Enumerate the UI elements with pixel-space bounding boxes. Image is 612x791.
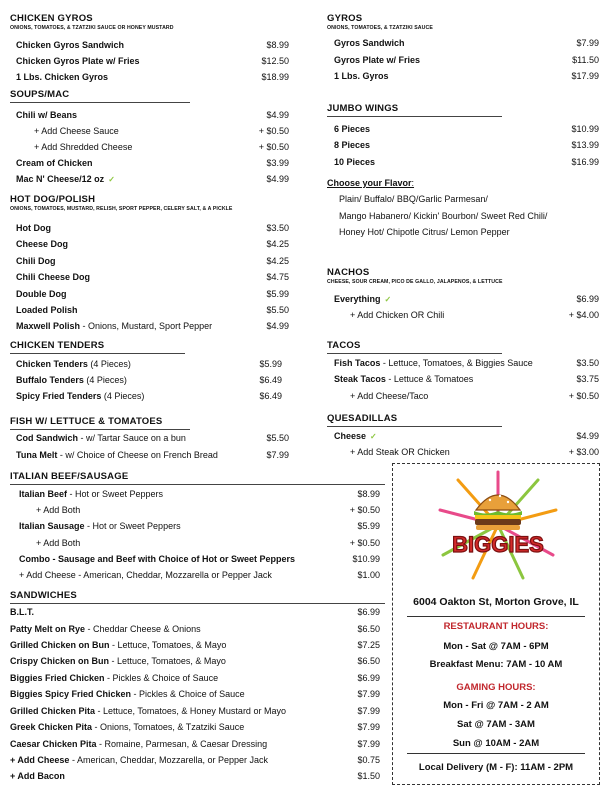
item-name: Everything — [334, 294, 381, 304]
menu-item — [16, 174, 115, 184]
section-jumbo-wings — [327, 103, 502, 117]
section-title: NACHOS — [327, 267, 370, 278]
item-description: - Hot or Sweet Peppers — [84, 521, 181, 531]
menu-item — [10, 656, 226, 666]
item-price: $4.99 — [266, 174, 289, 184]
item-price: $7.99 — [576, 38, 599, 48]
section-title: SANDWICHES — [10, 590, 77, 601]
item-price: $5.50 — [266, 433, 289, 443]
item-price: $6.50 — [357, 656, 380, 666]
item-price: $17.99 — [571, 71, 599, 81]
item-name: Steak Tacos — [334, 374, 386, 384]
menu-item — [16, 72, 108, 82]
item-description: - w/ Choice of Cheese on French Bread — [57, 450, 218, 460]
section-tacos — [327, 340, 502, 354]
menu-item — [16, 223, 51, 233]
menu-addon — [350, 391, 428, 401]
section-quesadillas — [327, 413, 502, 427]
section-divider — [327, 116, 502, 117]
item-name: Gyros Sandwich — [334, 38, 405, 48]
item-price: $5.50 — [266, 305, 289, 315]
item-name: Chicken Gyros Plate w/ Fries — [16, 56, 140, 66]
item-description: - Lettuce & Tomatoes — [385, 374, 474, 384]
item-name: Cod Sandwich — [16, 433, 79, 443]
menu-item — [16, 256, 56, 266]
item-description: (4 Pieces) — [87, 359, 131, 369]
menu-addon — [34, 142, 132, 152]
logo-wordmark: BIGGIES — [452, 532, 544, 557]
item-price: $1.50 — [357, 771, 380, 781]
item-name: Cream of Chicken — [16, 158, 93, 168]
section-title: CHICKEN TENDERS — [10, 340, 105, 351]
item-price: $16.99 — [571, 157, 599, 167]
section-hot-dog — [10, 194, 310, 212]
section-title: GYROS — [327, 13, 363, 24]
menu-item — [10, 739, 267, 749]
item-price: $3.99 — [266, 158, 289, 168]
item-name: Gyros Plate w/ Fries — [334, 55, 421, 65]
menu-item — [334, 124, 370, 134]
gaming-hours-sunday: Sun @ 10AM - 2AM — [452, 738, 540, 749]
item-price: + $0.50 — [568, 391, 599, 401]
item-price: $7.99 — [357, 689, 380, 699]
menu-item — [334, 140, 370, 150]
section-title: HOT DOG/POLISH — [10, 194, 96, 205]
flavor-heading: Choose your Flavor: — [327, 178, 415, 188]
item-price: $7.99 — [357, 722, 380, 732]
item-price: $0.75 — [357, 755, 380, 765]
info-divider — [407, 616, 585, 617]
restaurant-hours-title: RESTAURANT HOURS: — [443, 621, 549, 632]
flavor-heading-text: Choose your Flavor — [327, 178, 412, 188]
item-price: $10.99 — [571, 124, 599, 134]
item-price: $5.99 — [259, 359, 282, 369]
flavor-list-line: Plain/ Buffalo/ BBQ/Garlic Parmesan/ — [339, 194, 488, 204]
item-name: Caesar Chicken Pita — [10, 739, 97, 749]
biggies-logo — [438, 470, 558, 580]
section-fish — [10, 416, 190, 430]
item-price: + $0.50 — [349, 505, 380, 515]
item-name: Chicken Tenders — [16, 359, 88, 369]
item-description: - Romaine, Parmesan, & Caesar Dressing — [96, 739, 268, 749]
section-title: TACOS — [327, 340, 361, 351]
section-title: CHICKEN GYROS — [10, 13, 93, 24]
item-name: Chicken Gyros Sandwich — [16, 40, 125, 50]
section-divider — [327, 353, 502, 354]
item-name: Greek Chicken Pita — [10, 722, 93, 732]
section-subtitle: ONIONS, TOMATOES, MUSTARD, RELISH, SPORT PEPPER, CELERY SALT, & A PICKLE — [10, 206, 233, 212]
item-name: Loaded Polish — [16, 305, 78, 315]
item-name: + Add Both — [36, 505, 81, 515]
section-italian — [10, 471, 385, 485]
vegetarian-leaf-icon: ✓ — [384, 295, 392, 304]
item-price: $4.25 — [266, 256, 289, 266]
section-nachos — [327, 267, 597, 285]
menu-item — [19, 554, 295, 564]
item-price: $1.00 — [357, 570, 380, 580]
flavor-list-line: Mango Habanero/ Kickin' Bourbon/ Sweet Red Chili/ — [339, 211, 548, 221]
item-name: Double Dog — [16, 289, 67, 299]
section-title: SOUPS/MAC — [10, 89, 70, 100]
menu-item — [16, 272, 90, 282]
item-name: + Add Cheese — [19, 570, 76, 580]
menu-item — [10, 689, 245, 699]
item-description: - Pickles & Choice of Sauce — [131, 689, 245, 699]
item-price: + $0.50 — [349, 538, 380, 548]
item-description: - Lettuce, Tomatoes, & Biggies Sauce — [380, 358, 533, 368]
section-gyros — [327, 13, 597, 31]
item-name: 1 Lbs. Gyros — [334, 71, 389, 81]
item-price: $13.99 — [571, 140, 599, 150]
menu-addon — [10, 755, 268, 765]
menu-item — [334, 38, 405, 48]
item-name: Buffalo Tenders — [16, 375, 84, 385]
menu-item — [19, 489, 163, 499]
item-name: Maxwell Polish — [16, 321, 81, 331]
restaurant-address: 6004 Oakton St, Morton Grove, IL — [413, 596, 579, 608]
gaming-hours-saturday: Sat @ 7AM - 3AM — [457, 719, 535, 730]
menu-addon — [34, 126, 119, 136]
section-title: FISH W/ LETTUCE & TOMATOES — [10, 416, 163, 427]
menu-item — [334, 431, 377, 441]
section-chicken-gyros — [10, 13, 310, 31]
menu-item — [16, 391, 144, 401]
item-name: + Add Cheese Sauce — [34, 126, 119, 136]
item-price: $7.99 — [357, 706, 380, 716]
item-description: - Pickles & Choice of Sauce — [104, 673, 219, 683]
item-description: - Lettuce, Tomatoes, & Mayo — [109, 640, 227, 650]
item-name: Fish Tacos — [334, 358, 381, 368]
item-price: $12.50 — [261, 56, 289, 66]
item-description: - Cheddar Cheese & Onions — [85, 624, 201, 634]
menu-item — [16, 289, 67, 299]
item-name: 8 Pieces — [334, 140, 371, 150]
item-name: Biggies Fried Chicken — [10, 673, 105, 683]
item-price: $18.99 — [261, 72, 289, 82]
item-price: $4.75 — [266, 272, 289, 282]
item-price: $11.50 — [572, 55, 599, 65]
item-description: - American, Cheddar, Mozzarella or Pepper Jack — [75, 570, 272, 580]
section-title: ITALIAN BEEF/SAUSAGE — [10, 471, 129, 482]
item-price: $4.25 — [266, 239, 289, 249]
item-name: + Add Steak OR Chicken — [350, 447, 450, 457]
item-price: $4.99 — [576, 431, 599, 441]
item-name: Grilled Chicken Pita — [10, 706, 96, 716]
section-soups-mac — [10, 89, 190, 103]
item-price: $3.50 — [266, 223, 289, 233]
gaming-hours-title: GAMING HOURS: — [456, 682, 536, 693]
menu-item — [16, 239, 68, 249]
item-name: 6 Pieces — [334, 124, 371, 134]
item-price: $6.99 — [357, 607, 380, 617]
item-description: - American, Cheddar, Mozzarella, or Pepper Jack — [69, 755, 269, 765]
item-price: + $4.00 — [568, 310, 599, 320]
menu-item — [16, 359, 131, 369]
item-name: Combo - Sausage and Beef with Choice of Hot or Sweet Peppers — [19, 554, 296, 564]
section-divider — [327, 426, 502, 427]
menu-item — [334, 374, 473, 384]
item-price: $6.99 — [576, 294, 599, 304]
item-name: Mac N' Cheese/12 oz — [16, 174, 105, 184]
item-price: + $0.50 — [258, 142, 289, 152]
item-name: Hot Dog — [16, 223, 51, 233]
menu-item — [10, 673, 218, 683]
menu-item — [16, 450, 218, 460]
item-name: Chili Dog — [16, 256, 56, 266]
item-name: Chili w/ Beans — [16, 110, 78, 120]
menu-item — [334, 294, 391, 304]
item-price: $7.25 — [357, 640, 380, 650]
item-name: Grilled Chicken on Bun — [10, 640, 110, 650]
vegetarian-leaf-icon: ✓ — [370, 432, 377, 441]
item-description: (4 Pieces) — [83, 375, 127, 385]
section-chicken-tenders — [10, 340, 185, 354]
menu-item — [19, 521, 181, 531]
section-sandwiches — [10, 590, 385, 604]
item-description: - Lettuce, Tomatoes, & Honey Mustard or Mayo — [95, 706, 286, 716]
menu-item — [334, 157, 375, 167]
item-price: + $3.00 — [568, 447, 599, 457]
item-name: Italian Beef — [19, 489, 68, 499]
item-price: $3.75 — [576, 374, 599, 384]
section-divider — [10, 603, 385, 604]
burger-icon — [474, 495, 522, 530]
item-price: $8.99 — [266, 40, 289, 50]
menu-item — [10, 607, 34, 617]
item-name: 1 Lbs. Chicken Gyros — [16, 72, 109, 82]
restaurant-hours: Mon - Sat @ 7AM - 6PM — [443, 641, 549, 652]
item-name: Biggies Spicy Fried Chicken — [10, 689, 132, 699]
section-subtitle: ONIONS, TOMATOES, & TZATZIKI SAUCE OR HONEY MUSTARD — [10, 25, 174, 31]
item-price: $6.49 — [259, 391, 282, 401]
menu-item — [16, 375, 127, 385]
vegetarian-leaf-icon: ✓ — [108, 175, 115, 184]
item-name: Cheese — [334, 431, 367, 441]
section-divider — [10, 429, 190, 430]
item-name: Crispy Chicken on Bun — [10, 656, 110, 666]
gaming-hours-weekday: Mon - Fri @ 7AM - 2 AM — [443, 700, 549, 711]
item-price: + $0.50 — [258, 126, 289, 136]
item-price: $5.99 — [357, 521, 380, 531]
menu-item — [10, 624, 201, 634]
item-price: $4.99 — [266, 110, 289, 120]
section-divider — [10, 353, 185, 354]
menu-addon — [350, 310, 444, 320]
info-divider — [407, 753, 585, 754]
menu-item — [10, 640, 226, 650]
menu-item — [10, 722, 244, 732]
item-price: $8.99 — [357, 489, 380, 499]
menu-addon — [350, 447, 450, 457]
item-name: Spicy Fried Tenders — [16, 391, 102, 401]
item-description: - Lettuce, Tomatoes, & Mayo — [109, 656, 226, 666]
flavor-list-line: Honey Hot/ Chipotle Citrus/ Lemon Pepper — [339, 227, 510, 237]
item-name: Chili Cheese Dog — [16, 272, 91, 282]
item-price: $6.99 — [357, 673, 380, 683]
item-price: $7.99 — [357, 739, 380, 749]
menu-item — [16, 40, 124, 50]
menu-addon — [19, 570, 272, 580]
item-name: + Add Both — [36, 538, 81, 548]
menu-addon — [36, 505, 80, 515]
section-title: JUMBO WINGS — [327, 103, 399, 114]
menu-item — [334, 71, 389, 81]
item-name: + Add Bacon — [10, 771, 65, 781]
item-name: 10 Pieces — [334, 157, 376, 167]
item-name: + Add Cheese — [10, 755, 70, 765]
item-price: $10.99 — [352, 554, 380, 564]
item-name: Tuna Melt — [16, 450, 58, 460]
item-name: Cheese Dog — [16, 239, 69, 249]
menu-item — [334, 358, 533, 368]
menu-item — [10, 706, 286, 716]
item-name: + Add Cheese/Taco — [350, 391, 429, 401]
menu-item — [16, 305, 78, 315]
item-description: (4 Pieces) — [101, 391, 145, 401]
item-name: + Add Shredded Cheese — [34, 142, 133, 152]
item-price: $6.50 — [357, 624, 380, 634]
menu-item — [16, 321, 212, 331]
section-divider — [10, 484, 385, 485]
menu-item — [16, 56, 140, 66]
delivery-hours: Local Delivery (M - F): 11AM - 2PM — [418, 762, 574, 773]
section-divider — [10, 102, 190, 103]
item-price: $5.99 — [266, 289, 289, 299]
item-name: Italian Sausage — [19, 521, 85, 531]
item-name: B.L.T. — [10, 607, 34, 617]
item-price: $4.99 — [266, 321, 289, 331]
item-description: - w/ Tartar Sauce on a bun — [78, 433, 186, 443]
menu-item — [16, 110, 77, 120]
item-price: $7.99 — [266, 450, 289, 460]
section-subtitle: CHEESE, SOUR CREAM, PICO DE GALLO, JALAPENOS, & LETTUCE — [327, 279, 503, 285]
item-price: $6.49 — [259, 375, 282, 385]
menu-item — [16, 158, 93, 168]
item-description: - Onions, Tomatoes, & Tzatziki Sauce — [92, 722, 245, 732]
section-title: QUESADILLAS — [327, 413, 398, 424]
menu-addon — [10, 771, 65, 781]
menu-item — [334, 55, 420, 65]
menu-addon — [36, 538, 80, 548]
item-name: Patty Melt on Rye — [10, 624, 86, 634]
item-name: + Add Chicken OR Chili — [350, 310, 445, 320]
item-description: - Hot or Sweet Peppers — [67, 489, 164, 499]
item-price: $3.50 — [576, 358, 599, 368]
section-subtitle: ONIONS, TOMATOES, & TZATZIKI SAUCE — [327, 25, 433, 31]
menu-item — [16, 433, 186, 443]
item-description: - Onions, Mustard, Sport Pepper — [80, 321, 213, 331]
breakfast-hours: Breakfast Menu: 7AM - 10 AM — [429, 659, 563, 670]
